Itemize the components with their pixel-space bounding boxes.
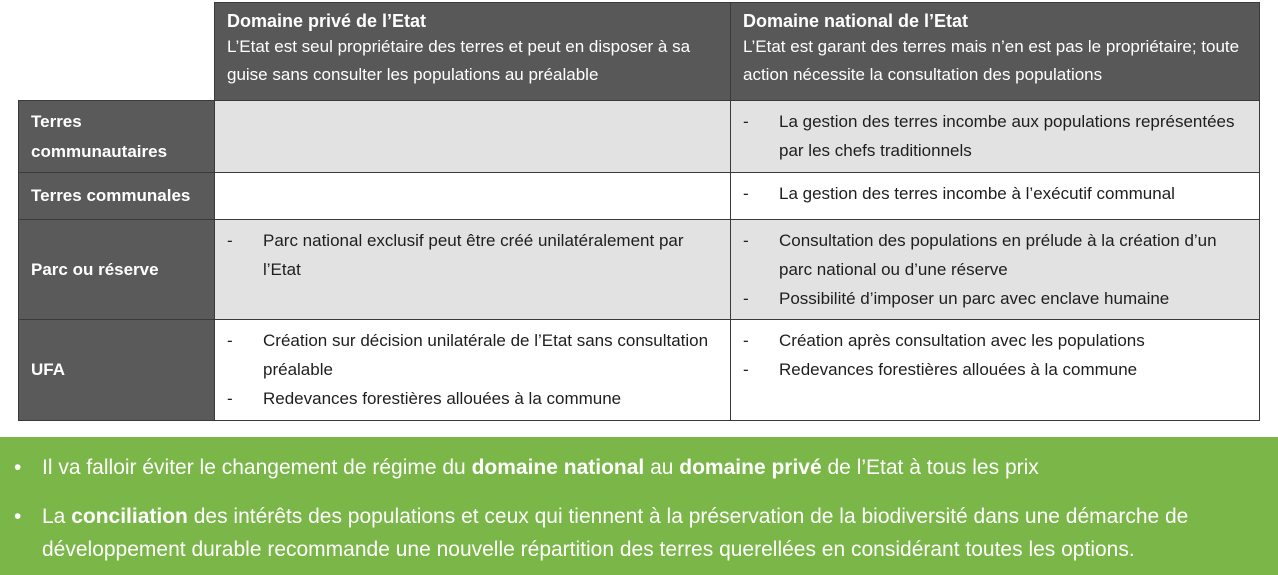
list-item: - Possibilité d’imposer un parc avec enclave humaine [743, 289, 1170, 308]
table-header-row [19, 3, 1260, 101]
list-item: - La gestion des terres incombe aux populations représentées par les chefs traditionnels [743, 112, 1235, 160]
list-item: - Consultation des populations en prélude à la création d’un parc national ou d’une réserve [743, 231, 1217, 279]
table-row [19, 101, 1260, 173]
row-label: Terres communales [19, 173, 215, 220]
list-item: - Redevances forestières allouées à la commune [227, 389, 622, 408]
header-domaine-national [731, 3, 1260, 101]
header-corner [19, 3, 215, 101]
emphasis: domaine privé [679, 456, 822, 479]
cell-domaine-prive [215, 173, 731, 220]
cell-domaine-prive [215, 220, 731, 320]
list-item: - Création après consultation avec les populations [743, 331, 1145, 350]
conclusion-item: • La conciliation des intérêts des populations et ceux qui tiennent à la préservation de la biodiversité dans une démarche de développement durable recommande une nouvelle répartition des terres querellées en considérant toutes les options. [14, 500, 1262, 566]
table-row [19, 320, 1260, 421]
list-item: - La gestion des terres incombe à l’exécutif communal [743, 184, 1175, 203]
row-label: UFA [19, 320, 215, 421]
cell-domaine-prive [215, 320, 731, 421]
bullet-icon: • [14, 456, 22, 479]
header-description: L’Etat est garant des terres mais n’en est pas le propriétaire; toute action nécessite la consultation des populations [743, 37, 1240, 84]
bullet-icon: • [14, 505, 22, 528]
header-title: Domaine privé de l’Etat [227, 11, 427, 31]
table-row [19, 220, 1260, 320]
cell-domaine-national [731, 220, 1260, 320]
cell-domaine-prive [215, 101, 731, 173]
list-item: - Création sur décision unilatérale de l’Etat sans consultation préalable [227, 331, 709, 379]
emphasis: domaine national [471, 456, 645, 479]
header-domaine-prive [215, 3, 731, 101]
land-regime-table [18, 2, 1260, 421]
cell-domaine-national [731, 101, 1260, 173]
cell-domaine-national [731, 320, 1260, 421]
list-item: - Parc national exclusif peut être créé unilatéralement par l’Etat [227, 231, 684, 279]
list-item: - Redevances forestières allouées à la commune [743, 360, 1138, 379]
header-title: Domaine national de l’Etat [743, 11, 969, 31]
row-label: Parc ou réserve [19, 220, 215, 320]
conclusions-panel [0, 437, 1278, 575]
cell-domaine-national [731, 173, 1260, 220]
conclusion-item: • Il va falloir éviter le changement de régime du domaine national au domaine privé de l’Etat à tous les prix [14, 451, 1262, 484]
emphasis: conciliation [71, 505, 188, 528]
header-description: L’Etat est seul propriétaire des terres et peut en disposer à sa guise sans consulter les populations au préalable [227, 37, 691, 84]
table-row [19, 173, 1260, 220]
row-label: Terres communautaires [19, 101, 215, 173]
